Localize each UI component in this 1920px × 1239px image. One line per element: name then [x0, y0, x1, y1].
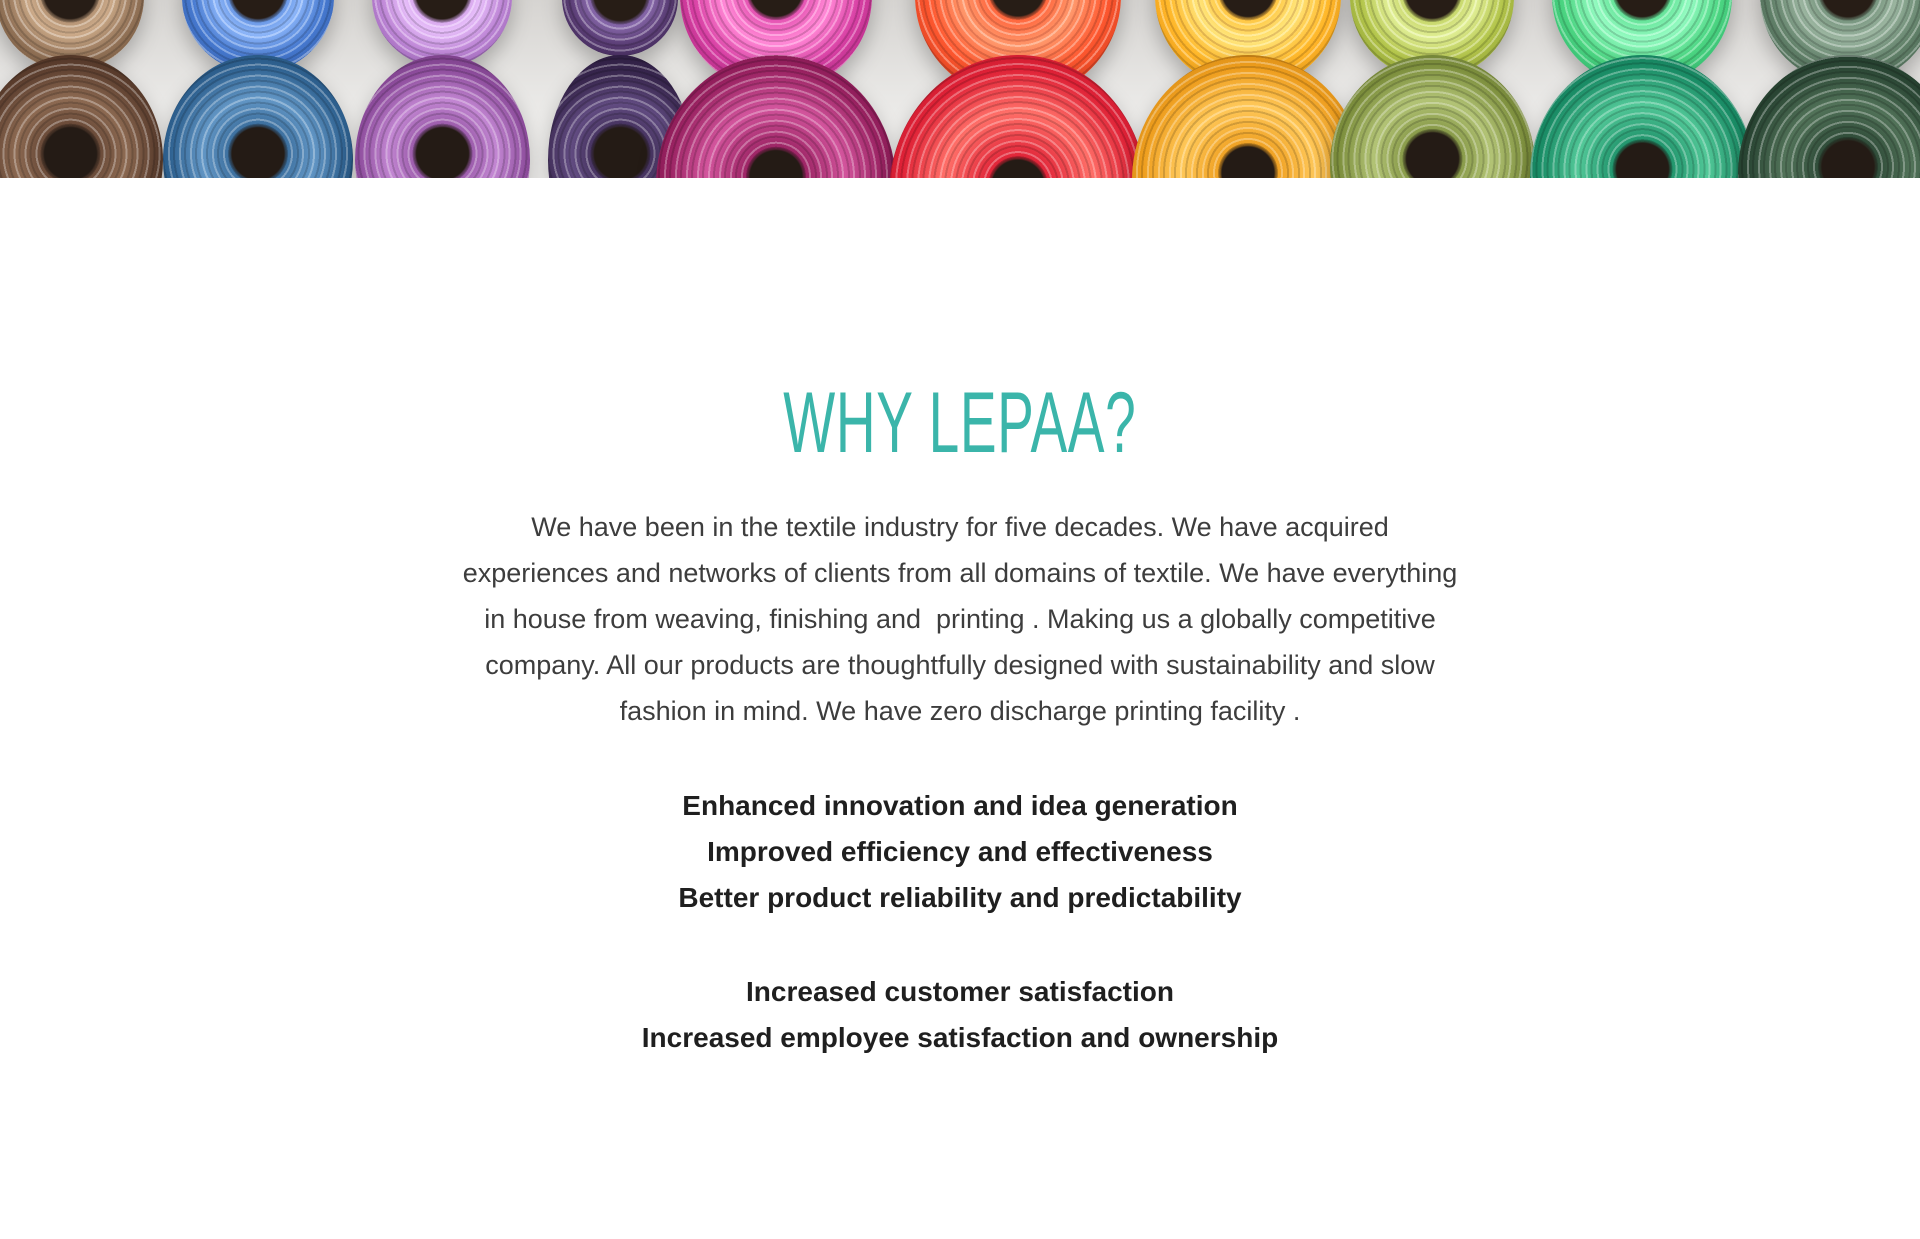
- intro-line: in house from weaving, finishing and printing . Making us a globally competitive: [484, 604, 1436, 634]
- yarn-ball-forest-bottom: [1738, 55, 1920, 178]
- yarn-ball-brown-bottom: [0, 55, 163, 178]
- yarn-ball-blue-bottom: [163, 55, 353, 178]
- main-content: [0, 375, 1920, 1061]
- page-title: [0, 375, 1920, 471]
- intro-line: experiences and networks of clients from all domains of textile. We have everything: [462, 558, 1458, 588]
- yarn-ball-olive-bottom: [1330, 55, 1535, 178]
- page-title-text: WHY LEPAA?: [783, 375, 1137, 471]
- yarn-ball-green-bottom: [1530, 55, 1755, 178]
- yarn-ball-purple-bottom: [355, 55, 530, 178]
- yarn-ball-red-bottom: [889, 55, 1147, 178]
- benefit-item: Enhanced innovation and idea generation: [682, 790, 1238, 821]
- yarn-ball-indigo-top: [562, 0, 678, 56]
- yarn-ball-magenta-bottom: [656, 55, 896, 178]
- intro-line: We have been in the textile industry for five decades. We have acquired: [531, 512, 1389, 542]
- intro-line: company. All our products are thoughtfully designed with sustainability and slow: [485, 650, 1435, 680]
- benefits-list: [0, 783, 1920, 1061]
- intro-paragraph: [0, 504, 1920, 734]
- benefits-group-2: [0, 969, 1920, 1061]
- yarn-banner-photo: [0, 0, 1920, 178]
- benefit-item: Improved efficiency and effectiveness: [707, 836, 1213, 867]
- benefit-item: Better product reliability and predictability: [678, 882, 1242, 913]
- benefit-item: Increased employee satisfaction and ownership: [641, 1022, 1279, 1053]
- intro-line: fashion in mind. We have zero discharge printing facility .: [619, 696, 1301, 726]
- benefit-item: Increased customer satisfaction: [746, 976, 1174, 1007]
- benefits-group-1: [0, 783, 1920, 921]
